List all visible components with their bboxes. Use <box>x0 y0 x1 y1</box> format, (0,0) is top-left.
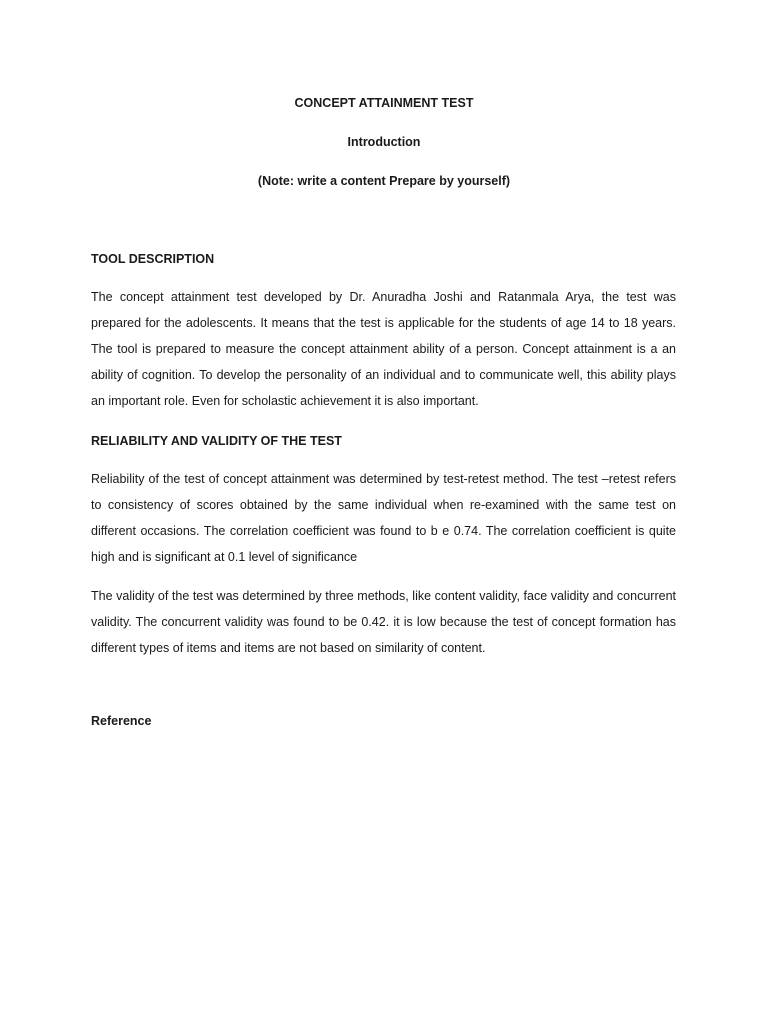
tool-description-paragraph: The concept attainment test developed by Dr. Anuradha Joshi and Ratanmala Arya, the test was prepared for the adolescents. It means that the test is applicable for the students of age 14 to 18 years. The tool is prepared to measure the concept attainment ability of a person. Concept attainment is a an ability of cognition. To develop the personality of an individual and to communicate well, this ability plays an important role. Even for scholastic achievement it is also important. <box>91 290 676 408</box>
validity-paragraph: The validity of the test was determined by three methods, like content validity, face validity and concurrent validity. The concurrent validity was found to be 0.42. it is low because the test of concept formation has different types of items and items are not based on similarity of content. <box>91 589 676 655</box>
introduction-heading: Introduction <box>347 135 421 149</box>
tool-description-heading: TOOL DESCRIPTION <box>91 252 215 266</box>
reliability-paragraph: Reliability of the test of concept attainment was determined by test-retest method. The test –retest refers to consistency of scores obtained by the same individual when re-examined with the same test on different occasions. The correlation coefficient was found to b e 0.74. The correlation coefficient is quite high and is significant at 0.1 level of significance <box>91 472 676 564</box>
reliability-validity-heading: RELIABILITY AND VALIDITY OF THE TEST <box>91 434 342 448</box>
note-text: (Note: write a content Prepare by yourself) <box>257 174 511 188</box>
reference-heading: Reference <box>91 714 152 728</box>
document-title: CONCEPT ATTAINMENT TEST <box>294 96 474 110</box>
